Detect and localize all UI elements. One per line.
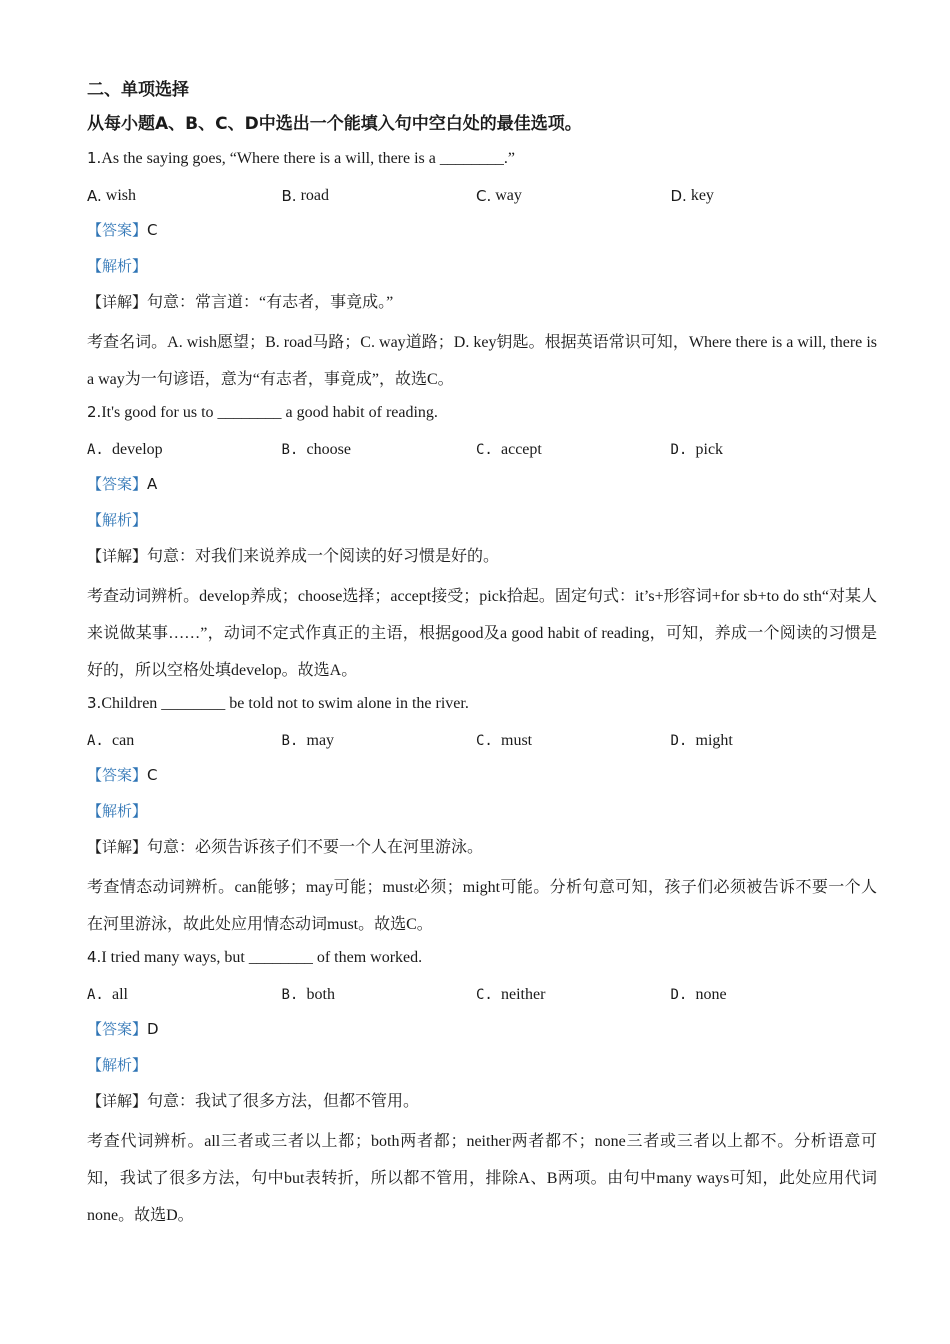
option-c — [476, 438, 671, 462]
option-row — [87, 184, 877, 208]
option-text: road — [300, 187, 329, 204]
section-instruction: 从每小题A、B、C、D中选出一个能填入句中空白处的最佳选项。 — [87, 114, 582, 134]
option-row — [87, 983, 877, 1007]
option-a — [87, 438, 282, 462]
option-b — [282, 184, 477, 208]
answer-line — [87, 763, 877, 787]
option-row — [87, 729, 877, 753]
question-stem — [87, 945, 877, 970]
question-block-1 — [87, 146, 877, 398]
answer-line — [87, 218, 877, 242]
option-text: accept — [501, 441, 542, 458]
option-c — [476, 184, 671, 208]
option-text: all — [112, 986, 128, 1003]
option-letter: B. — [281, 733, 299, 749]
option-a — [87, 983, 282, 1007]
option-text: may — [306, 732, 335, 749]
question-number: 4. — [87, 948, 102, 966]
analysis-line — [87, 254, 877, 278]
option-letter: B. — [281, 187, 297, 205]
detail-text: 句意：对我们来说养成一个阅读的好习惯是好的。 — [147, 548, 500, 565]
analysis-tag: 【解析】 — [87, 1056, 148, 1074]
detail-text: 句意：常言道：“有志者，事竟成。” — [147, 294, 394, 311]
analysis-tag: 【解析】 — [87, 257, 148, 275]
option-c — [476, 729, 671, 753]
option-text: develop — [112, 441, 163, 458]
option-letter: D. — [670, 187, 687, 205]
option-letter: B. — [281, 442, 299, 458]
document-content — [87, 78, 877, 1234]
answer-value: C — [147, 221, 158, 239]
option-d — [671, 983, 866, 1007]
option-letter: C. — [476, 442, 493, 458]
option-text: neither — [501, 986, 546, 1003]
option-d — [671, 184, 866, 208]
question-block-4 — [87, 945, 877, 1234]
section-title: 二、单项选择 — [87, 80, 189, 100]
answer-value: A — [147, 475, 158, 493]
analysis-line — [87, 799, 877, 823]
analysis-line — [87, 508, 877, 532]
option-text: can — [112, 732, 135, 749]
option-a — [87, 729, 282, 753]
detail-line — [87, 290, 877, 315]
question-number: 3. — [87, 694, 102, 712]
option-text: way — [495, 187, 522, 204]
answer-tag: 【答案】 — [87, 1020, 148, 1038]
question-stem — [87, 691, 877, 716]
option-letter: A. — [87, 442, 104, 458]
question-stem — [87, 146, 877, 171]
question-number: 2. — [87, 403, 102, 421]
option-letter: A. — [87, 733, 104, 749]
option-text: wish — [105, 187, 136, 204]
analysis-tag: 【解析】 — [87, 802, 148, 820]
option-letter: A. — [87, 187, 102, 205]
option-letter: D. — [670, 442, 688, 458]
option-c — [476, 983, 671, 1007]
detail-line — [87, 544, 877, 569]
option-b — [282, 983, 477, 1007]
detail-tag: 【详解】 — [87, 838, 148, 856]
analysis-tag: 【解析】 — [87, 511, 148, 529]
answer-value: C — [147, 766, 158, 784]
option-row — [87, 438, 877, 462]
option-text: none — [695, 986, 727, 1003]
detail-tag: 【详解】 — [87, 547, 148, 565]
option-d — [671, 438, 866, 462]
detail-text: 句意：我试了很多方法，但都不管用。 — [147, 1093, 420, 1110]
detail-line — [87, 1089, 877, 1114]
detail-text: 句意：必须告诉孩子们不要一个人在河里游泳。 — [147, 839, 484, 856]
option-letter: A. — [87, 987, 104, 1003]
option-b — [282, 438, 477, 462]
option-a — [87, 184, 282, 208]
question-number: 1. — [87, 149, 102, 167]
explanation-text: 考查名词。A. wish愿望；B. road马路；C. way道路；D. key钥匙。根据英语常识可知，Where there is a will, there is a way为一句谚语，意为“有志者，事竟成”，故选C。 — [87, 334, 877, 388]
analysis-line — [87, 1053, 877, 1077]
detail-tag: 【详解】 — [87, 1092, 148, 1110]
question-text: I tried many ways, but ________ of them worked. — [101, 949, 423, 966]
answer-value: D — [147, 1020, 159, 1038]
question-stem — [87, 400, 877, 425]
option-text: might — [695, 732, 733, 749]
question-block-2 — [87, 400, 877, 689]
option-text: must — [501, 732, 533, 749]
option-text: pick — [695, 441, 724, 458]
explanation-text: 考查情态动词辨析。can能够；may可能；must必须；might可能。分析句意可知，孩子们必须被告诉不要一个人在河里游泳，故此处应用情态动词must。故选C。 — [87, 879, 877, 933]
option-text: both — [306, 986, 335, 1003]
answer-tag: 【答案】 — [87, 221, 148, 239]
detail-tag: 【详解】 — [87, 293, 148, 311]
option-d — [671, 729, 866, 753]
answer-line — [87, 1017, 877, 1041]
answer-line — [87, 472, 877, 496]
question-block-3 — [87, 691, 877, 943]
option-letter: D. — [670, 987, 688, 1003]
option-b — [282, 729, 477, 753]
option-letter: D. — [670, 733, 688, 749]
explanation-text: 考查动词辨析。develop养成；choose选择；accept接受；pick拾起。固定句式：it’s+形容词+for sb+to do sth“对某人来说做某事……”，动词不定式作真正的主语，根据good及a good habit of reading，可知，养成一个阅读的习惯是好的，所以空格处填develop。故选A。 — [87, 588, 877, 679]
answer-tag: 【答案】 — [87, 475, 148, 493]
option-letter: C. — [476, 187, 492, 205]
option-text: choose — [306, 441, 351, 458]
option-letter: C. — [476, 733, 493, 749]
option-letter: C. — [476, 987, 493, 1003]
detail-line — [87, 835, 877, 860]
question-text: It's good for us to ________ a good habit of reading. — [101, 404, 438, 421]
option-text: key — [690, 187, 714, 204]
explanation-text: 考查代词辨析。all三者或三者以上都；both两者都；neither两者都不；none三者或三者以上都不。分析语意可知，我试了很多方法，句中but表转折，所以都不管用，排除A、B两项。由句中many ways可知，此处应用代词none。故选D。 — [87, 1133, 877, 1224]
question-text: As the saying goes, “Where there is a will, there is a ________.” — [101, 150, 515, 167]
option-letter: B. — [281, 987, 299, 1003]
question-text: Children ________ be told not to swim alone in the river. — [101, 695, 469, 712]
answer-tag: 【答案】 — [87, 766, 148, 784]
